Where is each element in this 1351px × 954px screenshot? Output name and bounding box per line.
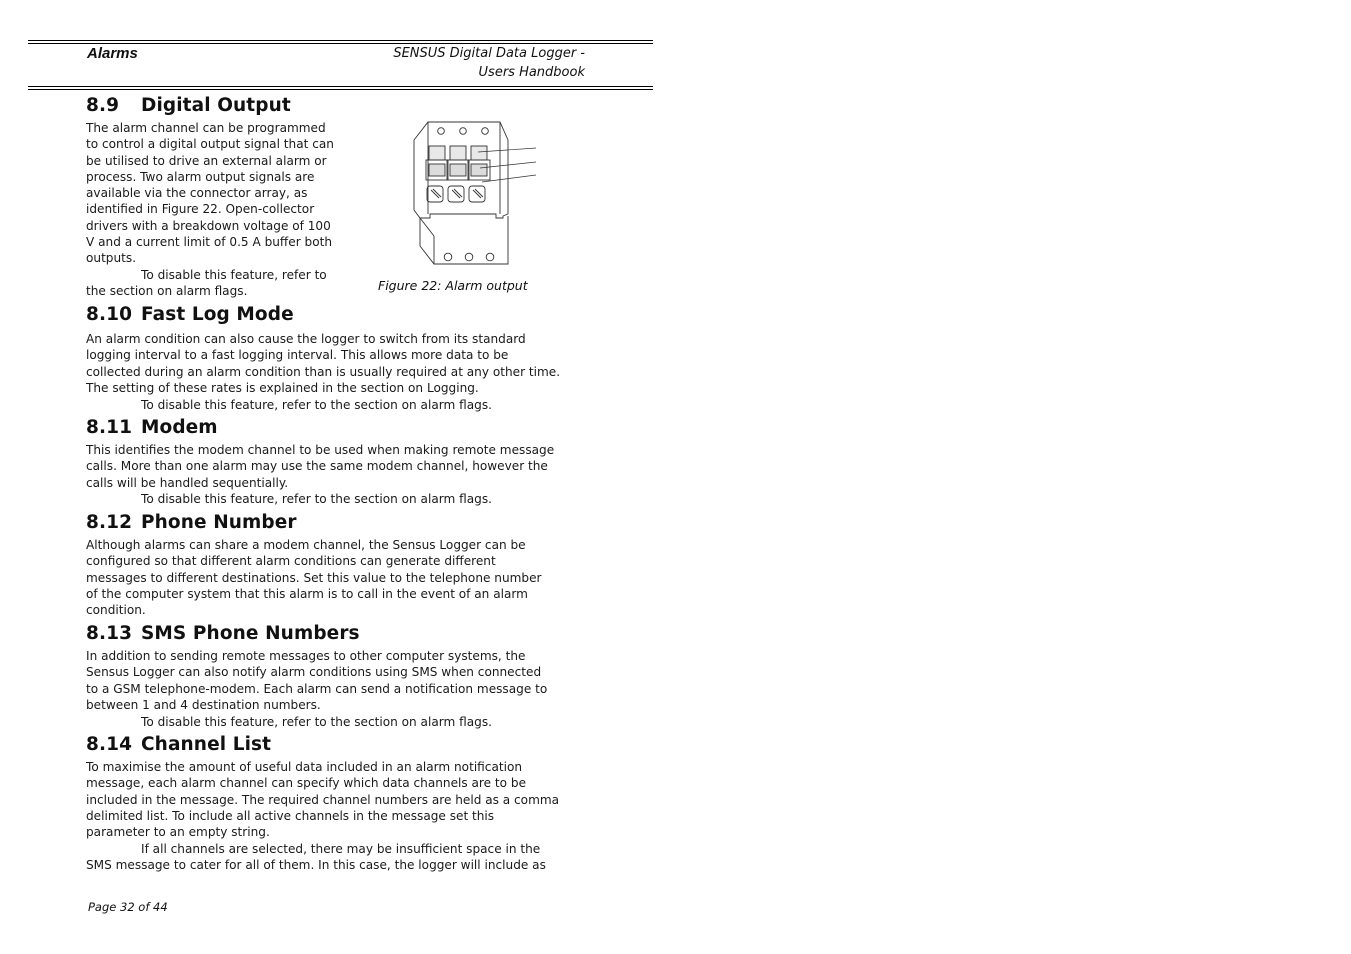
- sms-phone-numbers-body: In addition to sending remote messages to other computer systems, the Sensus Logger can also notify alarm conditions using SMS when connected to a GSM telephone-modem. Each alarm can send a notification message to between 1 and 4 destination numbers.: [86, 649, 548, 712]
- heading-modem: [86, 417, 218, 438]
- section-title: Fast Log Mode: [141, 304, 294, 325]
- header-document-title-line1: SENSUS Digital Data Logger -: [393, 46, 585, 61]
- header-document-title-line2: Users Handbook: [478, 65, 585, 80]
- modem-body: This identifies the modem channel to be used when making remote message calls. More than one alarm may use the same modem channel, however the calls will be handled sequentially.: [86, 443, 555, 490]
- modem-disable-note: To disable this feature, refer to the section on alarm flags.: [141, 492, 492, 506]
- channel-list-body-continued: If all channels are selected, there may be insufficient space in the SMS message to cater for all of them. In this case, the logger will include as: [86, 842, 546, 873]
- alarm-output-connector-figure: [408, 118, 540, 270]
- figure-caption: Figure 22: Alarm output: [378, 278, 528, 293]
- channel-list-body: To maximise the amount of useful data included in an alarm notification message, each alarm channel can specify which data channels are to be included in the message. The required channel numbers are held as a comma delimited list. To include all active channels in the message set this parameter to an empty string.: [86, 760, 560, 840]
- section-number: 8.9: [86, 95, 120, 116]
- page-number: Page 32 of 44: [88, 900, 168, 914]
- sms-phone-numbers-disable-note: To disable this feature, refer to the section on alarm flags.: [141, 715, 492, 729]
- heading-sms-phone-numbers: [86, 623, 360, 644]
- heading-channel-list: [86, 734, 271, 755]
- section-number: 8.11: [86, 417, 133, 438]
- section-title: Phone Number: [141, 512, 297, 533]
- section-title: Modem: [141, 417, 218, 438]
- header-rule-bottom: [28, 86, 653, 87]
- section-number: 8.12: [86, 512, 133, 533]
- digital-output-body: The alarm channel can be programmed to control a digital output signal that can be utilised to drive an external alarm or process. Two alarm output signals are available via the connector array, as identified in Figure 22. Open-collector drivers with a breakdown voltage of 100 V and a current limit of 0.5 A buffer both outputs.: [86, 121, 334, 266]
- section-number: 8.10: [86, 304, 133, 325]
- header-document-title: [380, 44, 585, 82]
- heading-phone-number: [86, 512, 297, 533]
- fast-log-mode-disable-note: To disable this feature, refer to the section on alarm flags.: [141, 398, 492, 412]
- section-title: Channel List: [141, 734, 272, 755]
- heading-digital-output: [86, 95, 291, 116]
- header-rule-top: [28, 40, 653, 41]
- section-title: SMS Phone Numbers: [141, 623, 360, 644]
- header-rule-bottom-2: [28, 89, 653, 90]
- phone-number-body: Although alarms can share a modem channel, the Sensus Logger can be configured so that different alarm conditions can generate different messages to different destinations. Set this value to the telephone number of the computer system that this alarm is to call in the event of an alarm condition.: [86, 538, 542, 618]
- section-title: Digital Output: [141, 95, 291, 116]
- section-number: 8.14: [86, 734, 133, 755]
- fast-log-mode-body: An alarm condition can also cause the logger to switch from its standard logging interval to a fast logging interval. This allows more data to be collected during an alarm condition than is usually required at any other time. The setting of these rates is explained in the section on Logging.: [86, 332, 561, 395]
- header-section-title: Alarms: [87, 45, 138, 62]
- digital-output-disable-note: To disable this feature, refer to the section on alarm flags.: [86, 268, 327, 299]
- section-number: 8.13: [86, 623, 133, 644]
- heading-fast-log-mode: [86, 304, 294, 325]
